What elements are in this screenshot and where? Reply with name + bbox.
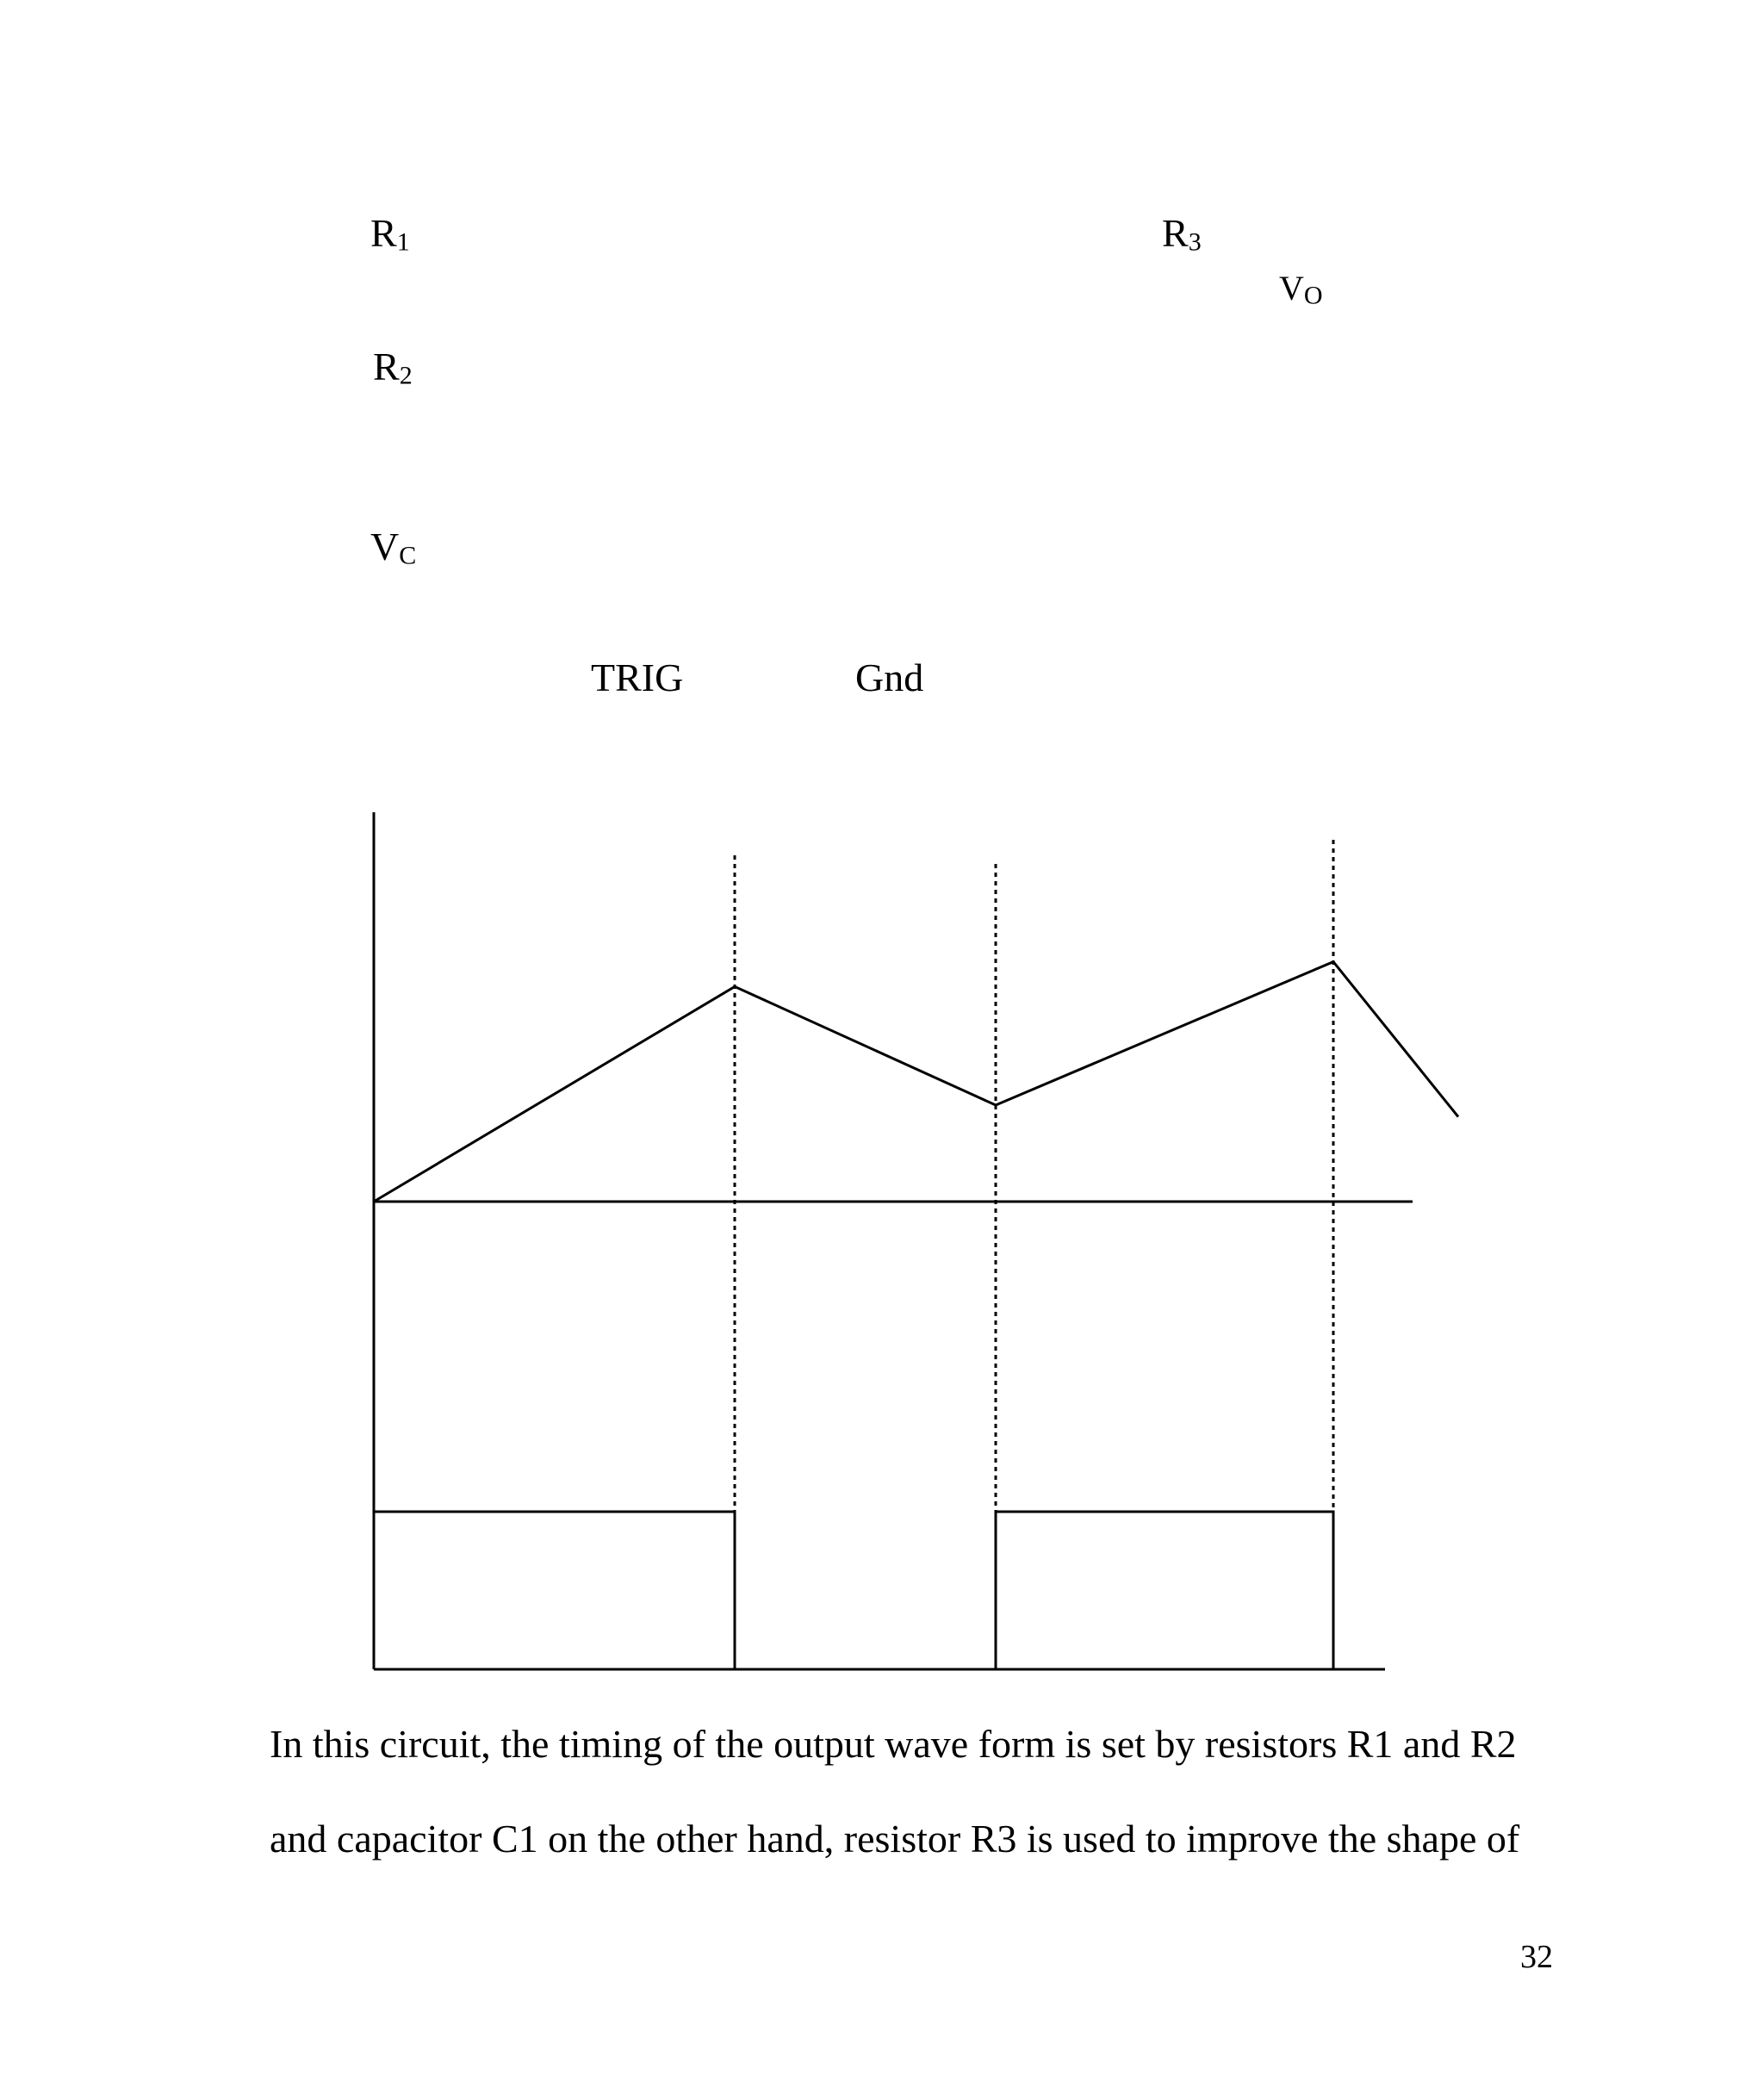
r2-label-sub: 2 (399, 361, 413, 390)
page-number: 32 (1520, 1939, 1553, 1975)
r1-label-main: R (370, 211, 397, 255)
r3-label-main: R (1162, 211, 1189, 255)
vo-label-sub: O (1303, 281, 1323, 310)
paragraph-line-1: In this circuit, the timing of the output wave form is set by resistors R1 and R2 (270, 1722, 1517, 1766)
capacitor-voltage-waveform (374, 962, 1458, 1202)
gnd-label: Gnd (855, 655, 924, 699)
r3-label-sub: 3 (1188, 227, 1202, 257)
vo-label-main: V (1279, 269, 1304, 308)
vc-label-main: V (370, 525, 400, 568)
output-square-wave (374, 1512, 1333, 1669)
paragraph-line-2: and capacitor C1 on the other hand, resistor R3 is used to improve the shape of (270, 1817, 1520, 1861)
trig-label: TRIG (591, 655, 684, 699)
vc-label-sub: C (399, 541, 417, 570)
r1-label-sub: 1 (396, 227, 410, 257)
r2-label-main: R (373, 345, 400, 388)
